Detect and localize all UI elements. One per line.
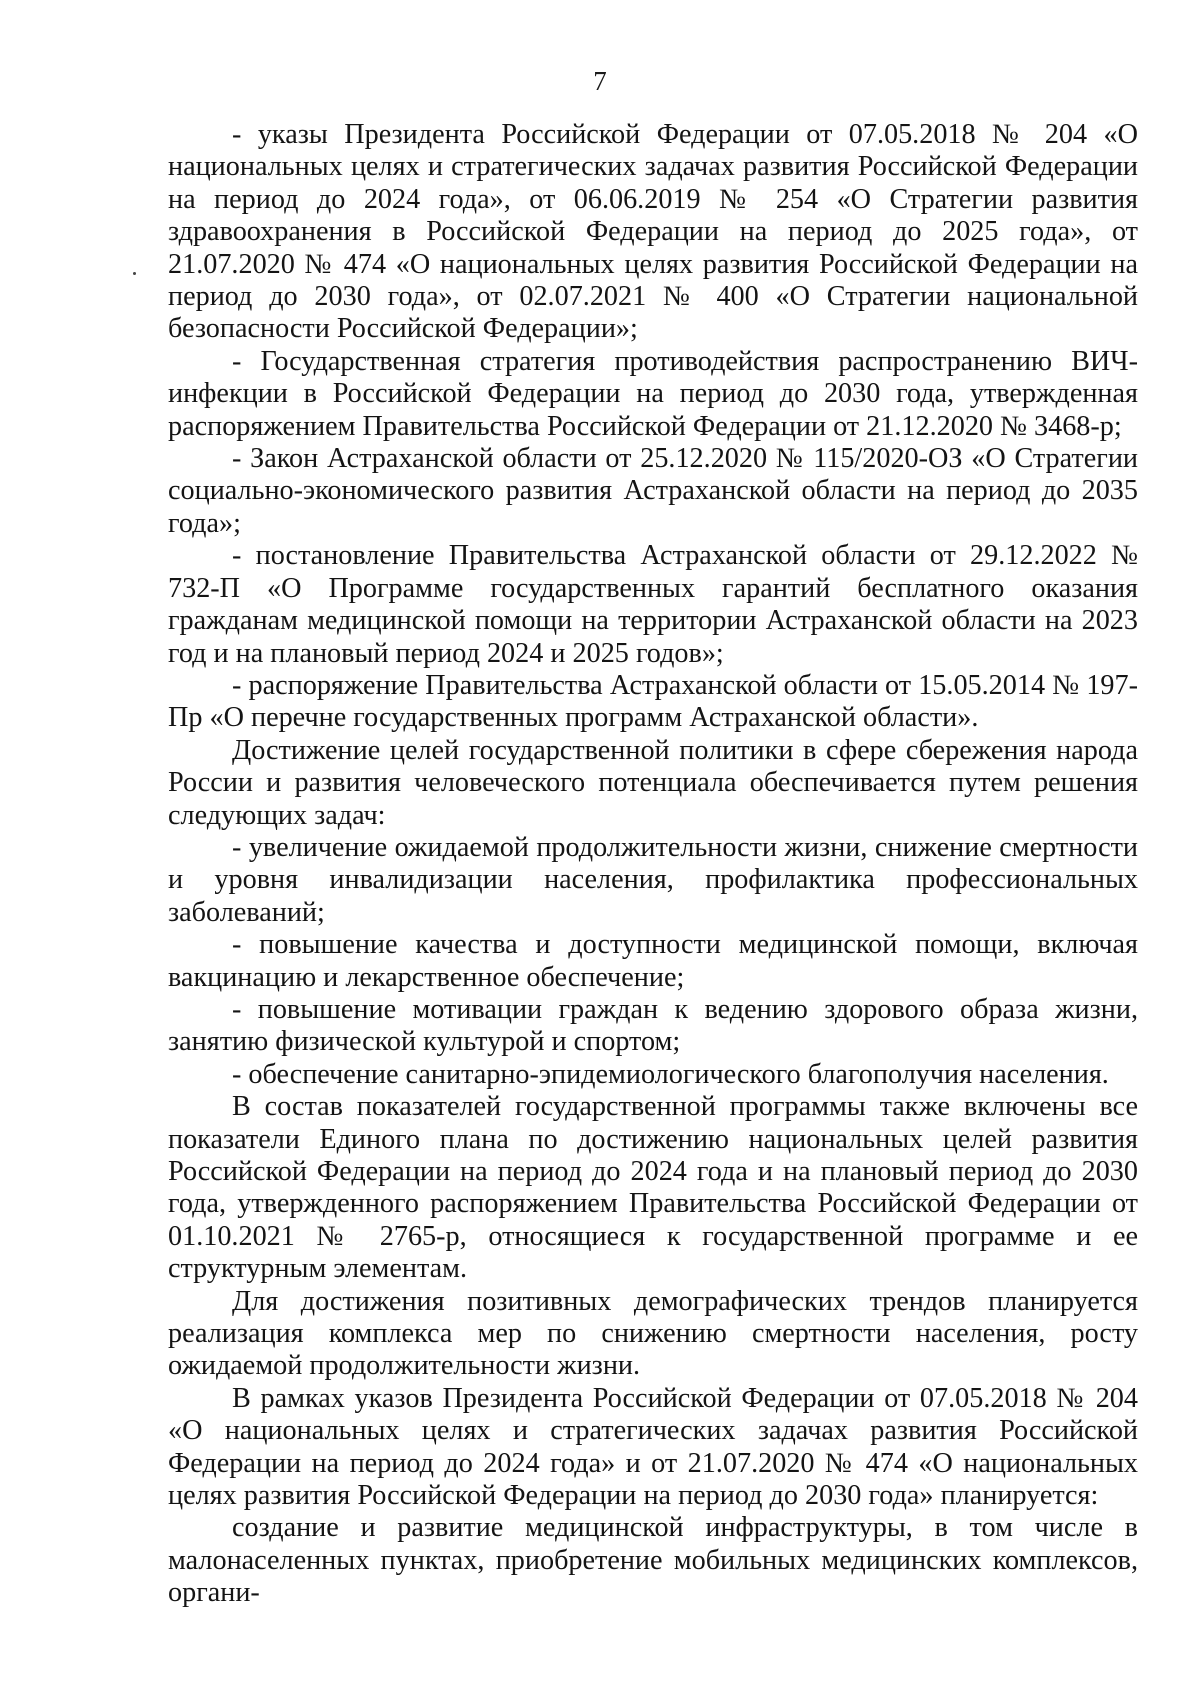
paragraph-task-sanitary: - обеспечение санитарно-эпидемиологического благополучия населения.: [232, 1058, 1109, 1090]
paragraph-task-healthy-lifestyle: - повышение мотивации граждан к ведению здорового образа жизни, занятию физической культурой и спортом;: [168, 993, 1138, 1058]
paragraph-decree-framework: В рамках указов Президента Российской Федерации от 07.05.2018 № 204 «О национальных целях и стратегических задачах развития Российской Федерации на период до 2024 года» и от 21.07.2020 № 474 «О национальных целях развития Российской Федерации на период до 2030 года» планируется:: [168, 1382, 1138, 1512]
document-body: [168, 119, 1138, 1610]
paragraph-policy-goals: Достижение целей государственной политики в сфере сбережения народа России и развития человеческого потенциала обеспечивается путем решения следующих задач:: [168, 734, 1138, 831]
page-number: 7: [593, 66, 607, 96]
paragraph-infrastructure: создание и развитие медицинской инфраструктуры, в том числе в малонаселенных пунктах, приобретение мобильных медицинских комплексов, органи-: [168, 1512, 1138, 1609]
paragraph-presidential-decrees: - указы Президента Российской Федерации от 07.05.2018 № 204 «О национальных целях и стратегических задачах развития Российской Федерации на период до 2024 года», от 06.06.2019 № 254 «О Стратегии развития здравоохранения в Российской Федерации на период до 2025 года», от 21.07.2020 № 474 «О национальных целях развития Российской Федерации на период до 2030 года», от 02.07.2021 № 400 «О Стратегии национальной безопасности Российской Федерации»;: [168, 119, 1138, 345]
paragraph-task-life-expectancy: - увеличение ожидаемой продолжительности жизни, снижение смертности и уровня инвалидизации населения, профилактика профессиональных заболеваний;: [168, 831, 1138, 928]
paragraph-regional-law: - Закон Астраханской области от 25.12.2020 № 115/2020-ОЗ «О Стратегии социально-экономического развития Астраханской области на период до 2035 года»;: [168, 443, 1138, 539]
paragraph-government-resolution: - постановление Правительства Астраханской области от 29.12.2022 № 732-П «О Программе государственных гарантий бесплатного оказания гражданам медицинской помощи на территории Астраханской области на 2023 год и на плановый период 2024 и 2025 годов»;: [168, 540, 1138, 669]
paragraph-task-medical-quality: - повышение качества и доступности медицинской помощи, включая вакцинацию и лекарственное обеспечение;: [168, 929, 1138, 993]
paragraph-hiv-strategy: - Государственная стратегия противодействия распространению ВИЧ-инфекции в Российской Федерации на период до 2030 года, утвержденная распоряжением Правительства Российской Федерации от 21.12.2020 № 3468-р;: [168, 345, 1138, 442]
paragraph-demographic-trends: Для достижения позитивных демографических трендов планируется реализация комплекса мер по снижению смертности населения, росту ожидаемой продолжительности жизни.: [168, 1285, 1138, 1382]
paragraph-program-indicators: В состав показателей государственной программы также включены все показатели Единого плана по достижению национальных целей развития Российской Федерации на период до 2024 года и на плановый период до 2030 года, утвержденного распоряжением Правительства Российской Федерации от 01.10.2021 № 2765-р, относящиеся к государственной программе и ее структурным элементам.: [168, 1091, 1138, 1285]
scan-speck: [133, 272, 136, 275]
paragraph-government-order: - распоряжение Правительства Астраханской области от 15.05.2014 № 197-Пр «О перечне государственных программ Астраханской области».: [168, 669, 1138, 734]
